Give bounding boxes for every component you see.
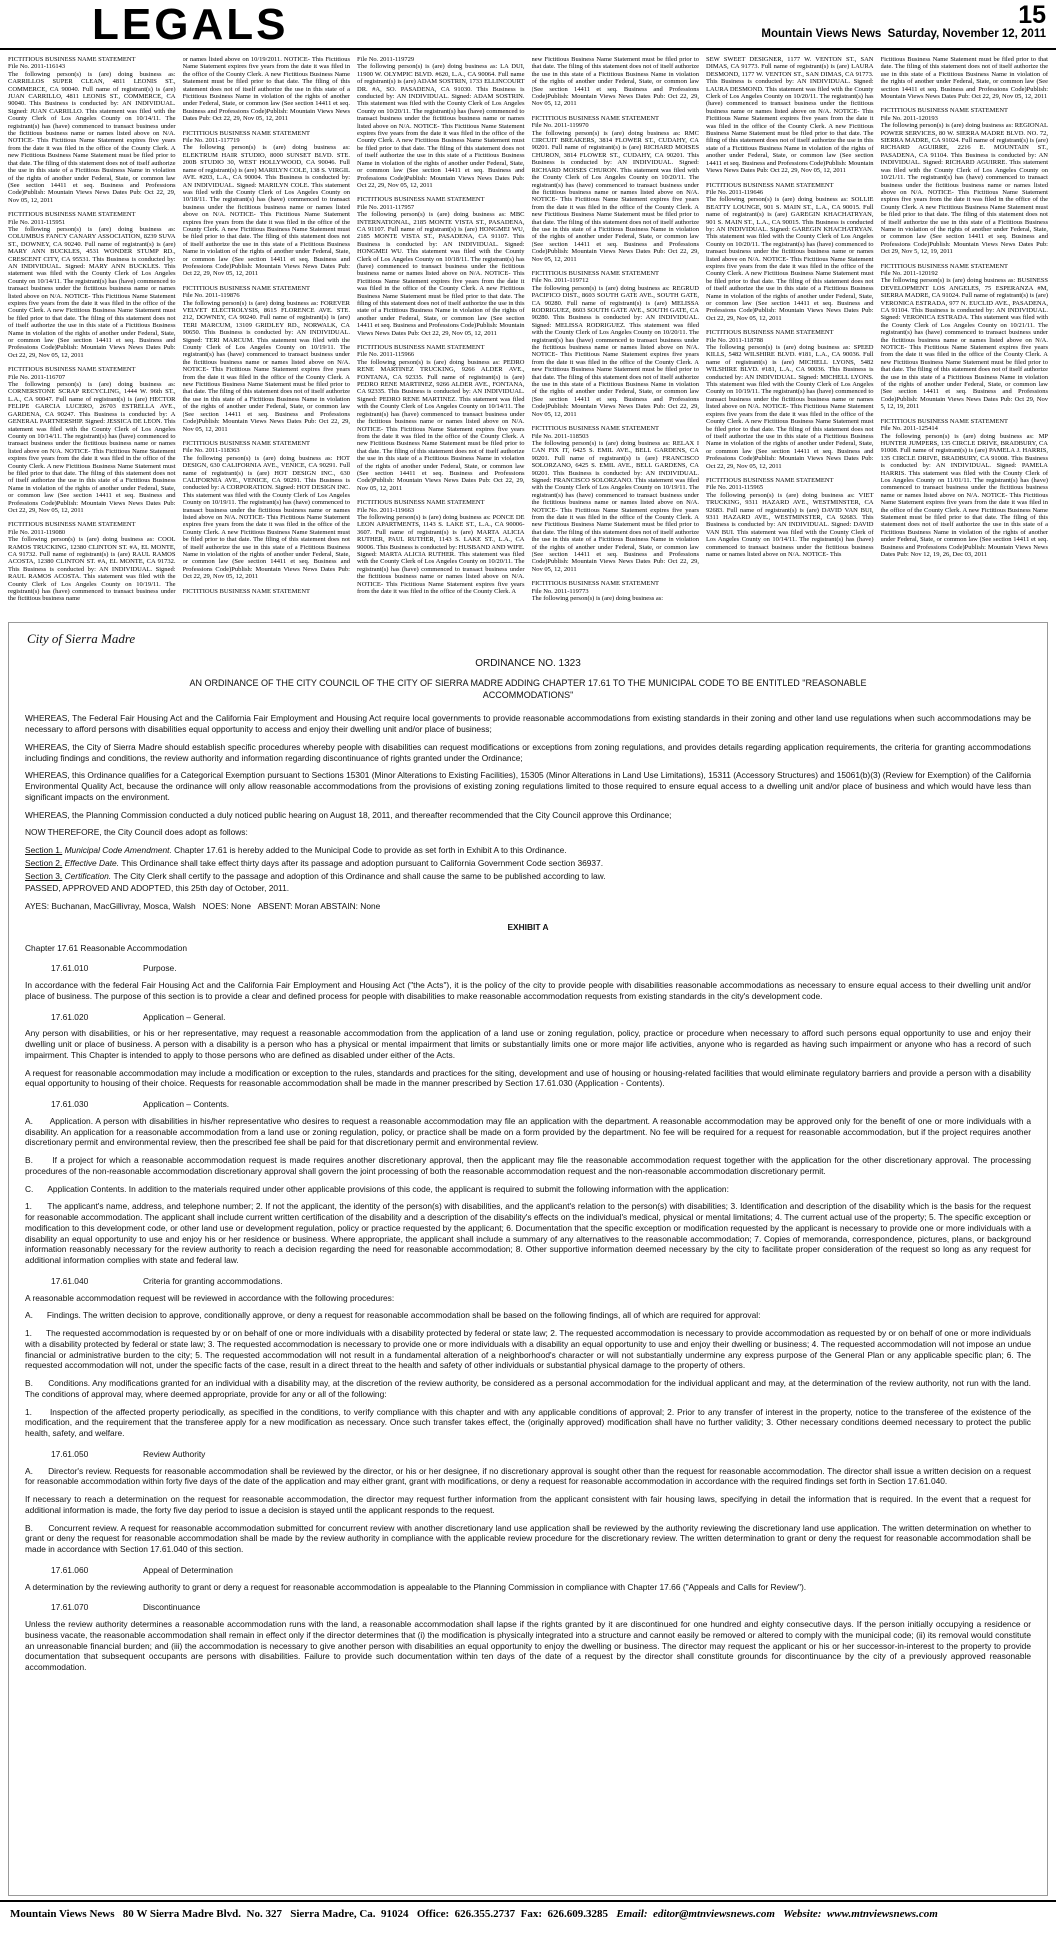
ordinance-subsection-heading: 17.61.010 Purpose. <box>51 963 177 974</box>
ordinance-paragraph: 1. The requested accommodation is requested by or on behalf of one or more individuals with a disability protected by federal or state law; 2. The requested accommodation is necessary to provide accommodation as requested by or on behalf of one or more individuals with a disability protected by federal or state law; 3. The requested accommodation is necessary to provide one or more individuals with a disability an equal opportunity to use and enjoy their dwelling or business; 4. The requested accommodation will not impose an undue financial or administrative burden to the city; 5. The requested accommodation will not result in a fundamental alteration of a neighborhood's character or will not substantially undermine any express purpose of the General Plan or any applicable specific plan; 6. The requested accommodation will not, under the specific facts of the case, result in a direct threat to the health and safety of other individuals or substantial physical damage to the property of others. <box>25 1328 1031 1371</box>
ordinance-subsection-heading: 17.61.050 Review Authority <box>51 1448 206 1459</box>
notice-heading: FICTITIOUS BUSINESS NAME STATEMENT <box>8 211 136 219</box>
notice-heading: FICTITIOUS BUSINESS NAME STATEMENT <box>357 499 485 507</box>
ordinance-paragraph: WHEREAS, the Planning Commission conducted a duly noticed public hearing on August 18, 2011, and thereafter recommended that the City Council approve this Ordinance; <box>25 809 672 820</box>
notice-file-number: File No. 2011-119876 <box>182 292 240 300</box>
notice-body: The following person(s) is (are) doing business as: SPEED KILLS, 5482 WILSHIRE BLVD. #181, L.A., CA 90036. Full name of registrant(s) is (are) MICHELL LYONS, 5482 WILSHIRE BLVD. #181, L.A., CA 90036. This Business is conducted by: AN INDIVIDUAL. Signed: MICHELL LYONS. This statement was filed with the County Clerk of Los Angeles County on 10/19/11. The registrant(s) has (have) commenced to transact business under the fictitious business name or names listed above on N/A. NOTICE- This Fictitious Name Statement expires five years from the date it was filed in the office of the County Clerk. A new Fictitious Business Name Statement must be filed prior to that date. The filing of this statement does not of itself authorize the use in this state of a Fictitious Business Name in violation of the rights of another under Federal, State, or common law (See section 14411 et seq. Business and Professions Code)Publish: Mountain Views News Dates Pub: Oct 22, 29, Nov 05, 12, 2011 <box>706 344 874 470</box>
ordinance-subsection-heading: 17.61.020 Application – General. <box>51 1011 226 1022</box>
notice-file-number: File No. 2011-118788 <box>706 336 764 344</box>
notice-body: The following person(s) is (are) doing business as: MP HUNTER JUMPERS, 135 CIRCLE DRIVE, BRADBURY, CA 91008. Full name of registrant(s) is (are) PAMELA J. HARRIS, 135 CIRCLE DRIVE, BRADBURY, CA 91008. This Business is conducted by: AN INDIVIDUAL. Signed: PAMELA HARRIS. This statement was filed with the County Clerk of Los Angeles County on 11/01/11. The registrant(s) has (have) commenced to transact business under the fictitious business name or names listed above on N/A. NOTICE- This Fictitious Name Statement expires five years from the date it was filed in the office of the County Clerk. A new Fictitious Business Name Statement must be filed prior to that date. The filing of this statement does not of itself authorize the use in this state of a Fictitious Business Name in violation of the rights of another under Federal, State, or common law (See section 14411 et seq. Business and Professions Code)Publish: Mountain Views News Dates Pub: Nov 12, 19, 26, Dec 03, 2011 <box>880 432 1048 558</box>
ordinance-body <box>25 713 1031 1673</box>
notice-heading: FICTITIOUS BUSINESS NAME STATEMENT <box>706 476 834 484</box>
ordinance-box <box>8 622 1048 1896</box>
ordinance-exhibit-heading: EXHIBIT A <box>507 921 549 932</box>
notice-file-number: File No. 2011-116143 <box>8 63 66 71</box>
notice-body: The following person(s) is (are) doing business as: HOT DESIGN, 630 CALIFORNIA AVE., VENICE, CA 90291. Full name of registrant(s) is (are) HOT DESIGN INC., 630 CALIFORNIA AVE., VENICE, CA 90291. This Business is conducted by: A CORPORATION. Signed: HOT DESIGN INC. This statement was filed with the County Clerk of Los Angeles County on 10/19/11. The registrant(s) has (have) commenced to transact business under the fictitious business name or names listed above on N/A. NOTICE- This Fictitious Name Statement expires five years from the date it was filed in the office of the County Clerk. A new Fictitious Business Name Statement must be filed prior to that date. The filing of this statement does not of itself authorize the use in this state of a Fictitious Business Name in violation of the rights of another under Federal, State, or common law (See section 14411 et seq. Business and Professions Code)Publish: Mountain Views News Dates Pub: Oct 22, 29, Nov 05, 12, 2011 <box>182 454 350 581</box>
ordinance-paragraph: 1. The applicant's name, address, and telephone number; 2. If not the applicant, the identity of the person(s) with disabilities, and the applicant's relation to the person(s) with disabilities; 3. Identification and description of the disability which is the basis for the request for reasonable accommodation. The applicant shall include current written certification of the disability and a description of the disability's effects on the individual's medical, physical or mental limitations; 4. The current actual use of the property; 5. The specific exception or modification to this development code, or other land use or development regulation, policy or practice requested by the applicant; 6. Documentation that the specific exception or modification requested by the applicant is necessary to provide one or more individuals with a disability an equal opportunity to use and enjoy his or her residence or business. Where appropriate, the applicant shall include a summary of any alternatives to the reasonable accommodation; 7. Copies of memoranda, correspondence, pictures, plans, or background information reasonably necessary for the review authority to reach a decision regarding the need for reasonable accommodation; 8. Other supportive information deemed necessary by the city to facilitate proper consideration of the request so long as any request for additional information complies with state and federal law. <box>25 1201 1031 1266</box>
notice-body: The following person(s) is (are) doing business as: REGRUD PACIFICO DIST., 8603 SOUTH GATE AVE., SOUTH GATE, CA 90280. Full name of registrant(s) is (are) MELISSA RODRIGUEZ, 8603 SOUTH GATE AVE., SOUTH GATE, CA 90280. This Business is conducted by: AN INDIVIDUAL. Signed: MELISSA RODRIGUEZ. This statement was filed with the County Clerk of Los Angeles County on 10/20/11. The registrant(s) has (have) commenced to transact business under the fictitious business name or names listed above on N/A. NOTICE- This Fictitious Name Statement expires five years from the date it was filed in the office of the County Clerk. A new Fictitious Business Name Statement must be filed prior to that date. The filing of this statement does not of itself authorize the use in this state of a Fictitious Business Name in violation of the rights of another under Federal, State, or common law (See section 14411 et seq. Business and Professions Code)Publish: Mountain Views News Dates Pub: Oct 22, 29, Nov 05, 12, 2011 <box>531 284 699 418</box>
ordinance-paragraph: PASSED, APPROVED AND ADOPTED, this 25th day of October, 2011. <box>25 883 290 894</box>
notice-column <box>881 56 1049 614</box>
ordinance-paragraph: A. Director's review. Requests for reasonable accommodation shall be reviewed by the director, or his or her designee, if no discretionary approval is sought other than the request for reasonable accommodation. The director shall issue a written decision on a request for reasonable accommodation within forty five days of the date of the application and may either grant, grant with modifications, or deny a request for reasonable accommodation in accordance with the required findings set forth in Section 17.61.040. <box>25 1465 1031 1487</box>
notice-column <box>532 56 700 614</box>
ordinance-subsection-heading: 17.61.040 Criteria for granting accommodations. <box>51 1275 283 1286</box>
ordinance-paragraph: B. Concurrent review. A request for reasonable accommodation submitted for concurrent review with another discretionary land use application shall be reviewed by the authority reviewing the discretionary land use application. The written determination on whether to grant or deny the request for reasonable accommodation shall be made by the review authority in compliance with the applicable review procedure for the discretionary review. The written determination to grant or deny the request for reasonable accommodation shall be made in accordance with Section 17.61.040 of this section. <box>25 1522 1031 1555</box>
notice-body: The following person(s) is (are) doing business as: LA DUI, 11900 W. OLYMPIC BLVD. #620, L.A., CA 90064. Full name of registrant(s) is (are) ADAM SOSTRIN, 1733 ELLINCOURT DR. #A, SO. PASADENA, CA 91030. This Business is conducted by: AN INDIVIDUAL. Signed: ADAM SOSTRIN. This statement was filed with the County Clerk of Los Angeles County on 10/20/11. The registrant(s) has (have) commenced to transact business under the fictitious business name or names listed above on N/A. NOTICE- This Fictitious Name Statement expires five years from the date it was filed in the office of the County Clerk. A new Fictitious Business Name Statement must be filed prior to that date. The filing of this statement does not of itself authorize the use in this state of a Fictitious Business Name in violation of the rights of another under Federal, State, or common law (See section 14411 et seq. Business and Professions Code)Publish: Mountain Views News Dates Pub: Oct 22, 29, Nov 05, 12, 2011 <box>357 63 525 189</box>
ordinance-paragraph: Unless the review authority determines a reasonable accommodation runs with the land, a reasonable accommodation shall lapse if the rights granted by it are discontinued for one hundred and eighty consecutive days. If the person initially occupying a residence or business vacate, the reasonable accommodation shall remain in effect only if the director determines that (i) the modification is physically integrated into a structure and cannot easily be removed or altered to comply with the municipal code; (ii) its removal would constitute an unreasonable financial burden; and (iii) the accommodation is necessary to give another person with disabilities an equal opportunity to enjoy the dwelling or business. The director may request the applicant or his or her successor-in-interest to the property to provide documentation that subsequent occupants are persons with disabilities. Failure to provide such documentation within ten days of the date of a request by the director shall constitute grounds for discontinuance by the city of a previously approved reasonable accommodation. <box>25 1619 1031 1673</box>
notice-body: The following person(s) is (are) doing business as: PEDRO RENE MARTINEZ TRUCKING, 9266 ALDER AVE., FONTANA, CA 92335. Full name of registrant(s) is (are) PEDRO RENE MARTINEZ, 9266 ALDER AVE., FONTANA, CA 92335. This Business is conducted by: AN INDIVIDUAL. Signed: PEDRO RENE MARTINEZ. This statement was filed with the County Clerk of Los Angeles County on 10/14/11. The registrant(s) has (have) commenced to transact business under the fictitious business name or names listed above on N/A. NOTICE- This Fictitious Name Statement expires five years from the date it was filed in the office of the County Clerk. A new Fictitious Business Name Statement must be filed prior to that date. The filing of this statement does not of itself authorize the use in this state of a Fictitious Business Name in violation of the rights of another under Federal, State, or common law (See section 14411 et seq. Business and Professions Code)Publish: Mountain Views News Dates Pub: Oct 22, 29, Nov 05, 12, 2011 <box>357 358 525 492</box>
notice-continuation: Fictitious Business Name Statement must be filed prior to that date. The filing of this statement does not of itself authorize the use in this state of a Fictitious Business Name in violation of the rights of another under Federal, State, or common law (See section 14411 et seq. Business and Professions Code)Publish: Mountain Views News Dates Pub: Oct 22, 29, Nov 05, 12, 2011 <box>880 56 1048 101</box>
section-title: Municipal Code Amendment. <box>62 845 175 856</box>
ordinance-paragraph: A determination by the reviewing authority to grant or deny a request for reasonable accommodation is appealable to the Planning Commission in compliance with Chapter 17.66 ("Appeals and Calls for Review"). <box>25 1581 807 1592</box>
notice-body: The following person(s) is (are) doing business as: ELEKTRUM HAIR STUDIO, 8000 SUNSET BLVD. STE. 200B STUDIO 30, WEST HOLLYWOOD, CA 90046. Full name of registrant(s) is (are) MARILYN COLE, 138 S. VIRGIL AVE. #203, L.A., CA 90004. This Business is conducted by: AN INDIVIDUAL. Signed: MARILYN COLE. This statement was filed with the County Clerk of Los Angeles County on 10/18/11. The registrant(s) has (have) commenced to transact business under the fictitious business name or names listed above on N/A. NOTICE- This Fictitious Name Statement expires five years from the date it was filed in the office of the County Clerk. A new Fictitious Business Name Statement must be filed prior to that date. The filing of this statement does not of itself authorize the use in this state of a Fictitious Business Name in violation of the rights of another under Federal, State, or common law (See section 14411 et seq. Business and Professions Code)Publish: Mountain Views News Dates Pub: Oct 22, 29, Nov 05, 12, 2011 <box>182 144 350 278</box>
subsection-number: 17.61.030 <box>51 1099 89 1110</box>
notice-column <box>357 56 525 614</box>
ordinance-paragraph: A request for reasonable accommodation may include a modification or exception to the rules, standards and practices for the siting, development and use of housing or housing-related facilities that would eliminate regulatory barriers and provide a person with a disability equal opportunity to housing of their choice. Requests for reasonable accommodation shall be made in the manner prescribed by Section 17.61.030 (Application - Contents). <box>25 1067 1031 1089</box>
notice-column <box>706 56 874 614</box>
ordinance-paragraph: WHEREAS, the City of Sierra Madre should establish specific procedures whereby people with disabilities can request modifications or exceptions from zoning regulations, and provides details regarding application requirements, the criteria for granting accommodations including findings and conditions, the review authority and information regarding discontinuance of rights granted under the Ordinance; <box>25 741 1031 763</box>
notice-column <box>183 56 351 614</box>
notice-body: The following person(s) is (are) doing business as: PONCE DE LEON APARTMENTS, 1143 S. LAKE ST., L.A., CA 90006-3607. Full name of registrant(s) is (are) MARTA ALICIA RUTHER, PAUL RUTHER, 1143 S. LAKE ST., L.A., CA 90006. This Business is conducted by: HUSBAND AND WIFE. Signed: MARTA ALICIA RUTHER. This statement was filed with the County Clerk of Los Angeles County on 10/20/11. The registrant(s) has (have) commenced to transact business under the fictitious business name or names listed above on N/A. NOTICE- This Fictitious Name Statement expires five years from the date it was filed in the office of the County Clerk. A <box>357 513 525 596</box>
subsection-number: 17.61.060 <box>51 1564 89 1575</box>
notice-file-number: File No. 2011-119080 <box>8 528 66 536</box>
ordinance-subsection-heading: 17.61.060 Appeal of Determination <box>51 1564 233 1575</box>
page-footer <box>0 1900 1056 1920</box>
notice-file-number: File No. 2011-120192 <box>880 269 938 277</box>
ordinance-paragraph: A. Findings. The written decision to approve, conditionally approve, or deny a request for reasonable accommodation shall be based on the following findings, all of which are required for approval: <box>25 1310 761 1321</box>
notice-heading: FICTITIOUS BUSINESS NAME STATEMENT <box>357 196 485 204</box>
notice-heading: FICTITIOUS BUSINESS NAME STATEMENT <box>880 262 1008 270</box>
notice-body: The following person(s) is (are) doing business as: CORNERSTONE SCRAP RECYCLING, 1444 W. 96th ST., L.A., CA 90047. Full name of registrant(s) is (are) HECTOR FELIPE GARCIA LUCERO, 26703 ESTRELLA AVE., GARDENA, CA 90247. This Business is conducted by: A GENERAL PARTNERSHIP. Signed: JESSICA DE LEON. This statement was filed with the County Clerk of Los Angeles County on 10/14/11. The registrant(s) has (have) commenced to transact business under the fictitious business name or names listed above on N/A. NOTICE- This Fictitious Name Statement expires five years from the date it was filed in the office of the County Clerk. A new Fictitious Business Name Statement must be filed prior to that date. The filing of this statement does not of itself authorize the use in this state of a Fictitious Business Name in violation of the rights of another under Federal, State, or common law (See section 14411 et seq. Business and Professions Code)Publish: Mountain Views News Dates Pub: Oct 22, 29, Nov 05, 12, 2011 <box>8 381 176 514</box>
section-label: Section 2. <box>25 857 63 868</box>
notice-file-number: File No. 2011-115966 <box>357 351 415 359</box>
subsection-number: 17.61.050 <box>51 1448 89 1459</box>
notice-file-number: File No. 2011-115951 <box>8 218 66 226</box>
notice-heading: FICTITIOUS BUSINESS NAME STATEMENT <box>531 425 659 433</box>
section-label: Section 1. <box>25 845 63 856</box>
ordinance-title: ORDINANCE NO. 1323 <box>475 657 581 669</box>
notice-file-number: File No. 2011-117957 <box>357 203 415 211</box>
page-title: LEGALS <box>92 0 289 49</box>
notice-body: The following person(s) is (are) doing business as: CARRILLOS SUPER CLEAN, 4811 LEONIS ST., COMMERCE, CA 90040. Full name of registrant(s) is (are) JUAN CARRILLO, 4811 LEONIS ST., COMMERCE, CA 90040. This Business is conducted by: AN INDIVIDUAL. Signed: JUAN CARRILLO. This statement was filed with the County Clerk of Los Angeles County on 10/14/11. The registrant(s) has (have) commenced to transact business under the fictitious business name or names listed above on N/A. NOTICE- This Fictitious Name Statement expires five years from the date it was filed in the office of the County Clerk. A new Fictitious Business Name Statement must be filed prior to that date. The filing of this statement does not of itself authorize the use in this state of a Fictitious Business Name in violation of the rights of another under Federal, State, or common law (See section 14411 et seq. Business and Professions Code)Publish: Mountain Views News Dates Pub: Oct 22, 29, Nov 05, 12, 2011 <box>8 70 176 204</box>
notice-file-number: File No. 2011-117719 <box>182 137 240 145</box>
subsection-number: 17.61.070 <box>51 1602 89 1613</box>
subsection-number: 17.61.010 <box>51 963 89 974</box>
notice-heading: FICTITIOUS BUSINESS NAME STATEMENT <box>182 129 310 137</box>
notice-heading: FICTITIOUS BUSINESS NAME STATEMENT <box>8 56 136 63</box>
ordinance-section-line: Section 2. Effective Date. This Ordinance shall take effect thirty days after its passage and adoption pursuant to California Government Code section 36937. <box>25 857 604 868</box>
footer-line <box>10 1908 938 1920</box>
ordinance-paragraph: If necessary to reach a determination on the request for reasonable accommodation, the director may request further information from the applicant consistent with fair housing laws, specifying in detail the information that is required. In the event that a request for additional information is made, the forty five day period to issue a decision is stayed until the applicant responds to the request. <box>25 1494 1031 1515</box>
notice-heading: FICTITIOUS BUSINESS NAME STATEMENT <box>8 366 136 374</box>
ordinance-paragraph: 1. Inspection of the affected property periodically, as specified in the conditions, to verify compliance with this chapter and with any applicable conditions of approval; 2. Prior to any transfer of interest in the property, notice to the transferee of the existence of the modification, and the requirement that the transferee apply for a new modification as necessary. Once such transfer takes effect, the (originally approved) modification shall have no further validity; 3. Other necessary conditions deemed necessary to protect the public health, safety, and welfare. <box>25 1406 1031 1439</box>
ordinance-section-line: Section 1. Municipal Code Amendment. Chapter 17.61 is hereby added to the Municipal Code to provide as set forth in Exhibit A to this Ordinance. <box>25 845 567 856</box>
notice-file-number: File No. 2011-119663 <box>357 506 415 514</box>
notice-heading: FICTITIOUS BUSINESS NAME STATEMENT <box>706 329 834 337</box>
notice-continuation: or names listed above on 10/19/2011. NOTICE- This Fictitious Name Statement expires five years from the date it was filed in the office of the County Clerk. A new Fictitious Business Name Statement must be filed prior to that date. The filing of this statement does not of itself authorize the use in this state of a Fictitious Business Name in violation of the rights of another under Federal, State, or common law (See section 14411 et seq. Business and Professions Code)Publish: Mountain Views News Dates Pub: Oct 22, 29, Nov 05, 12, 2011 <box>182 56 350 123</box>
notice-heading: FICTITIOUS BUSINESS NAME STATEMENT <box>531 269 659 277</box>
ordinance-subsection-heading: 17.61.070 Discontinuance <box>51 1602 201 1613</box>
notice-body: The following person(s) is (are) doing business as: FOREVER VELVET ELECTROLYSIS, 8615 FLORENCE AVE. STE. 212, DOWNEY, CA 90240. Full name of registrant(s) is (are) TERI MARCUM, 13109 GRIDLEY RD., NORWALK, CA 90650. This Business is conducted by: AN INDIVIDUAL. Signed: TERI MARCUM. This statement was filed with the County Clerk of Los Angeles County on 10/19/11. The registrant(s) has (have) commenced to transact business under the fictitious business name or names listed above on N/A. NOTICE- This Fictitious Name Statement expires five years from the date it was filed in the office of the County Clerk. A new Fictitious Business Name Statement must be filed prior to that date. The filing of this statement does not of itself authorize the use in this state of a Fictitious Business Name in violation of the rights of another under Federal, State, or common law (See section 14411 et seq. Business and Professions Code)Publish: Mountain Views News Dates Pub: Oct 22, 29, Nov 05, 12, 2011 <box>182 299 350 433</box>
page-number: 15 <box>1018 1 1046 29</box>
notice-body: The following person(s) is (are) doing business as: COLUMBUS FANCY CANARY ASSOCIATION, 8239 SUVA ST., DOWNEY, CA 90240. Full name of registrant(s) is (are) MARY ANN BUCKLES, 4531 WONDER STUMP RD., CRESCENT CITY, CA 95531. This Business is conducted by: AN INDIVIDUAL. Signed: MARY ANN BUCKLES. This statement was filed with the County Clerk of Los Angeles County on 10/14/11. The registrant(s) has (have) commenced to transact business under the fictitious business name or names listed above on N/A. NOTICE- This Fictitious Name Statement expires five years from the date it was filed in the office of the County Clerk. A new Fictitious Business Name Statement must be filed prior to that date. The filing of this statement does not of itself authorize the use in this state of a Fictitious Business Name in violation of the rights of another under Federal, State, or common law (See section 14411 et seq. Business and Professions Code)Publish: Mountain Views News Dates Pub: Oct 22, 29, Nov 05, 12, 2011 <box>8 225 176 359</box>
notice-body: The following person(s) is (are) doing business as: <box>531 595 664 603</box>
ordinance-section-line: Section 3. Certification. The City Clerk shall certify to the passage and adoption of this Ordinance and shall cause the same to be published according to law. <box>25 870 606 881</box>
section-label: Section 3. <box>25 870 63 881</box>
notice-body: The following person(s) is (are) doing business as: VIET TRUCKING, 9311 HAZARD AVE., WESTMINSTER, CA 92683. Full name of registrant(s) is (are) DAVID VAN BUI, 9311 HAZARD AVE., WESTMINSTER, CA 92683. This Business is conducted by: AN INDIVIDUAL. Signed: DAVID VAN BUI. This statement was filed with the County Clerk of Los Angeles County on 10/14/11. The registrant(s) has (have) commenced to transact business under the fictitious business name or names listed above on N/A. NOTICE- This <box>706 491 874 558</box>
notice-file-number: File No. 2011-116707 <box>8 373 66 381</box>
ordinance-paragraph: A reasonable accommodation request will be reviewed in accordance with the following procedures: <box>25 1292 395 1303</box>
ordinance-byline: City of Sierra Madre <box>27 631 136 646</box>
ordinance-paragraph: C. Application Contents. In addition to the materials required under other applicable provisions of this code, the applicant is required to submit the following information with the application: <box>25 1183 729 1194</box>
section-title: Effective Date. <box>62 857 122 868</box>
ordinance-paragraph: A. Application. A person with disabilities in his/her representative who desires to request a reasonable accommodation may file an application with the department. A reasonable accommodation may be approved only for the benefit of one or more individuals with a disability. An application for a reasonable accommodation from a land use or zoning regulation, policy, or practice shall be made on a form provided by the department. No fee will be required for a request for reasonable accommodation, but if the project requires another discretionary permit and environmental review, then the prescribed fee shall be paid for that discretionary permit and environmental review. <box>25 1115 1031 1148</box>
masthead: Mountain Views News Saturday, November 12, 2011 <box>761 28 1046 40</box>
ordinance-paragraph: In accordance with the federal Fair Housing Act and the California Fair Employment and Housing Act ("the Acts"), it is the policy of the city to provide people with disabilities reasonable accommodations as necessary to ensure equal access to their dwelling unit and/or place of business. The purpose of this section is to provide a clear and defined process for people with disabilities to make reasonable accommodation requests from existing standards in the city's development code. <box>25 980 1031 1001</box>
notice-heading: FICTITIOUS BUSINESS NAME STATEMENT <box>531 114 659 122</box>
notice-body: The following person(s) is (are) doing business as: REGIONAL POWER SERVICES, 80 W. SIERRA MADRE BLVD. NO. 72, SIERRA MADRE, CA 91024. Full name of registrant(s) is (are) RICHARD AGUIRRE, 2216 E. MOUNTAIN ST., PASADENA, CA 91104. This Business is conducted by: AN INDIVIDUAL. Signed: RICHARD AGUIRRE. This statement was filed with the County Clerk of Los Angeles County on 10/21/11. The registrant(s) has (have) commenced to transact business under the fictitious business name or names listed above on N/A. NOTICE- This Fictitious Name Statement expires five years from the date it was filed in the office of the County Clerk. A new Fictitious Business Name Statement must be filed prior to that date. The filing of this statement does not of itself authorize the use in this state of a Fictitious Business Name in violation of the rights of another under Federal, State, or common law (See section 14411 et seq. Business and Professions Code)Publish: Mountain Views News Dates Pub: Oct 29, Nov 5, 12, 19, 2011 <box>880 122 1048 256</box>
ordinance-subtitle: AN ORDINANCE OF THE CITY COUNCIL OF THE CITY OF SIERRA MADRE ADDING CHAPTER 17.61 TO THE MUNICIPAL CODE TO BE ENTITLED "REASONABLE ACCOMMODATIONS" <box>189 678 867 700</box>
notice-heading: FICTITIOUS BUSINESS NAME STATEMENT <box>880 107 1008 115</box>
notice-heading: FICTITIOUS BUSINESS NAME STATEMENT <box>182 587 310 595</box>
notice-heading: FICTITIOUS BUSINESS NAME STATEMENT <box>182 439 310 447</box>
ordinance-paragraph: B. If a project for which a reasonable accommodation request is made requires another discretionary approval, then the applicant may file the reasonable accommodation request together with the application for the other discretionary approval. The processing procedures of the non-reasonable accommodation discretionary approval shall govern the joint processing of both the reasonable accommodation request and the non-reasonable accommodation discretionary permit. <box>25 1155 1031 1176</box>
notice-body: The following person(s) is (are) doing business as: COOL RAMOS TRUCKING, 12380 CLINTON ST. #A, EL MONTE, CA 91732. Full name of registrant(s) is (are) RAUL RAMOS ACOSTA, 12380 CLINTON ST. #A, EL MONTE, CA 91732. This Business is conducted by: AN INDIVIDUAL. Signed: RAUL RAMOS ACOSTA. This statement was filed with the County Clerk of Los Angeles County on 10/19/11. The registrant(s) has (have) commenced to transact business under the fictitious business name <box>8 536 176 603</box>
ordinance-paragraph: Any person with disabilities, or his or her representative, may request a reasonable accommodation from the application of a land use or zoning regulation, policy, practice or procedure when necessary to afford such persons equal opportunity to use and enjoy their dwelling unit or place of business. A person with a disability is a person who has a physical or mental impairment that limits or substantially limits one or more major life activities, anyone who is regarded as having such impairment or anyone who has a record of such impairment. This Chapter is intended to apply to those persons who are defined as disabled under either of the Acts. <box>25 1028 1031 1060</box>
notice-heading: FICTITIOUS BUSINESS NAME STATEMENT <box>8 521 136 529</box>
notice-file-number: File No. 2011-119712 <box>531 277 589 285</box>
notice-body: The following person(s) is (are) doing business as: RELAX I CAN FIX IT, 6425 S. EMIL AVE., BELL GARDENS, CA 90201. Full name of registrant(s) is (are) FRANCISCO SOLORZANO, 6425 S. EMIL AVE., BELL GARDENS, CA 90201. This Business is conducted by: AN INDIVIDUAL. Signed: FRANCISCO SOLORZANO. This statement was filed with the County Clerk of Los Angeles County on 10/19/11. The registrant(s) has (have) commenced to transact business under the fictitious business name or names listed above on N/A. NOTICE- This Fictitious Name Statement expires five years from the date it was filed in the office of the County Clerk. A new Fictitious Business Name Statement must be filed prior to that date. The filing of this statement does not of itself authorize the use in this state of a Fictitious Business Name in violation of the rights of another under Federal, State, or common law (See section 14411 et seq. Business and Professions Code)Publish: Mountain Views News Dates Pub: Oct 22, 29, Nov 05, 12, 2011 <box>531 439 699 573</box>
ordinance-paragraph: AYES: Buchanan, MacGillivray, Mosca, Walsh NOES: None ABSENT: Moran ABSTAIN: None <box>25 901 381 912</box>
notice-body: The following person(s) is (are) doing business as: MBC INTERNATIONAL, 2185 MONTE VISTA ST., PASADENA, CA 91107. Full name of registrant(s) is (are) HONGMEI WU, 2185 MONTE VISTA ST., PASADENA, CA 91107. This Business is conducted by: AN INDIVIDUAL. Signed: HONGMEI WU. This statement was filed with the County Clerk of Los Angeles County on 10/18/11. The registrant(s) has (have) commenced to transact business under the fictitious business name or names listed above on N/A. NOTICE- This Fictitious Name Statement expires five years from the date it was filed in the office of the County Clerk. A new Fictitious Business Name Statement must be filed prior to that date. The filing of this statement does not of itself authorize the use in this state of a Fictitious Business Name in violation of the rights of another under Federal, State, or common law (See section 14411 et seq. Business and Professions Code)Publish: Mountain Views News Dates Pub: Oct 22, 29, Nov 05, 12, 2011 <box>357 211 525 337</box>
ordinance-paragraph: WHEREAS, this Ordinance qualifies for a Categorical Exemption pursuant to Sections 15301 (Minor Alterations to Existing Facilities), 15305 (Minor Alterations in Land Use Limitations), 15311 (Accessory Structures) and 15061(b)(3) (Review for Exemption) of the California Environmental Quality Act, because the ordinance will only allow reasonable accommodations from the provisions of existing zoning regulations limited to those required to ensure equal access to a dwelling unit and/or place of business and which would have less than significant impacts on the environment. <box>25 770 1031 802</box>
subsection-number: 17.61.040 <box>51 1275 89 1286</box>
subsection-number: 17.61.020 <box>51 1011 89 1022</box>
ordinance-paragraph: WHEREAS, The Federal Fair Housing Act and the California Fair Employment and Housing Act require local governments to provide reasonable accommodations from existing standards in their zoning and other land use regulations when such accommodations may be necessary to afford persons with disabilities equal opportunity to access and enjoy their dwelling unit and/or place of business; <box>25 713 1031 735</box>
notice-file-number: File No. 2011-119773 <box>531 587 589 595</box>
legal-notices <box>0 50 1056 616</box>
notice-body: The following person(s) is (are) doing business as: SOLLIE BEATTY LOUNGE, 901 S. MAIN ST., L.A., CA 90015. Full name of registrant(s) is (are) GAREGIN KHACHATRYAN, 901 S. MAIN ST., L.A., CA 90015. This Business is conducted by: AN INDIVIDUAL. Signed: GAREGIN KHACHATRYAN. This statement was filed with the County Clerk of Los Angeles County on 10/20/11. The registrant(s) has (have) commenced to transact business under the fictitious business name or names listed above on N/A. NOTICE- This Fictitious Name Statement expires five years from the date it was filed in the office of the County Clerk. A new Fictitious Business Name Statement must be filed prior to that date. The filing of this statement does not of itself authorize the use in this state of a Fictitious Business Name in violation of the rights of another under Federal, State, or common law (See section 14411 et seq. Business and Professions Code)Publish: Mountain Views News Dates Pub: Oct 22, 29, Nov 05, 12, 2011 <box>706 196 874 322</box>
footer-segment: 80 W Sierra Madre Blvd. No. 327 <box>122 1908 282 1920</box>
footer-segment: Mountain Views News <box>10 1908 115 1920</box>
ordinance-paragraph: Chapter 17.61 Reasonable Accommodation <box>25 942 188 953</box>
notice-continuation: new Fictitious Business Name Statement must be filed prior to that date. The filing of this statement does not of itself authorize the use in this state of a Fictitious Business Name in violation of the rights of another under Federal, State, or common law (See section 14411 et seq. Business and Professions Code)Publish: Mountain Views News Dates Pub: Oct 22, 29, Nov 05, 12, 2011 <box>531 56 699 108</box>
footer-segment: Office: 626.355.2737 Fax: 626.609.3285 <box>416 1908 609 1920</box>
notice-heading: FICTITIOUS BUSINESS NAME STATEMENT <box>357 344 485 352</box>
notice-file-number: File No. 2011-125414 <box>880 425 938 433</box>
footer-segment: Sierra Madre, Ca. 91024 <box>290 1908 409 1920</box>
notice-file-number: File No. 2011-119729 <box>357 56 415 63</box>
ordinance-paragraph: NOW THEREFORE, the City Council does adopt as follows: <box>25 827 248 838</box>
notice-body: The following person(s) is (are) doing business as: RMC CIRCUIT BREAKERS, 3814 FLOWER ST., CUDAHY, CA 90201. Full name of registrant(s) is (are) RICHARD MOISES CHURON, 3814 FLOWER ST., CUDAHY, CA 90201. This Business is conducted by: AN INDIVIDUAL. Signed: RICHARD MOISES CHURON. This statement was filed with the County Clerk of Los Angeles County on 10/20/11. The registrant(s) has (have) commenced to transact business under the fictitious business name or names listed above on N/A. NOTICE- This Fictitious Name Statement expires five years from the date it was filed in the office of the County Clerk. A new Fictitious Business Name Statement must be filed prior to that date. The filing of this statement does not of itself authorize the use in this state of a Fictitious Business Name in violation of the rights of another under Federal, State, or common law (See section 14411 et seq. Business and Professions Code)Publish: Mountain Views News Dates Pub: Oct 22, 29, Nov 05, 12, 2011 <box>531 129 699 263</box>
notice-file-number: File No. 2011-119646 <box>706 188 764 196</box>
footer-segment: Website: www.mtnviewsnews.com <box>783 1908 938 1920</box>
notice-heading: FICTITIOUS BUSINESS NAME STATEMENT <box>531 580 659 588</box>
notice-column <box>8 56 176 614</box>
notice-file-number: File No. 2011-118363 <box>182 447 240 455</box>
notice-file-number: File No. 2011-118503 <box>531 432 589 440</box>
ordinance-subsection-heading: 17.61.030 Application – Contents. <box>51 1099 230 1110</box>
footer-segment: Email: editor@mtnviewsnews.com <box>616 1908 775 1920</box>
header-right <box>761 2 1046 41</box>
notice-body: The following person(s) is (are) doing business as: BUSINESS DEVELOPMENT LOS ANGELES, 75 ESPERANZA #M, SIERRA MADRE, CA 91024. Full name of registrant(s) is (are) VERONICA ESTRADA, 977 N. EUCLID AVE., PASADENA, CA 91104. This Business is conducted by: AN INDIVIDUAL. Signed: VERONICA ESTRADA. This statement was filed with the County Clerk of Los Angeles County on 10/21/11. The registrant(s) has (have) commenced to transact business under the fictitious business name or names listed above on N/A. NOTICE- This Fictitious Name Statement expires five years from the date it was filed in the office of the County Clerk. A new Fictitious Business Name Statement must be filed prior to that date. The filing of this statement does not of itself authorize the use in this state of a Fictitious Business Name in violation of the rights of another under Federal, State, or common law (See section 14411 et seq. Business and Professions Code)Publish: Mountain Views News Dates Pub: Oct 29, Nov 5, 12, 19, 2011 <box>880 277 1048 411</box>
notice-heading: FICTITIOUS BUSINESS NAME STATEMENT <box>706 181 834 189</box>
notice-file-number: File No. 2011-115965 <box>706 484 764 492</box>
notice-heading: FICTITIOUS BUSINESS NAME STATEMENT <box>880 417 1008 425</box>
notice-heading: FICTITIOUS BUSINESS NAME STATEMENT <box>182 284 310 292</box>
notice-file-number: File No. 2011-119970 <box>531 122 589 130</box>
notice-file-number: File No. 2011-120193 <box>880 114 938 122</box>
ordinance-paragraph: B. Conditions. Any modifications granted for an individual with a disability may, at the discretion of the review authority, be considered as a personal accommodation for the individual applicant and may, at the determination of the review authority, not run with the land. The conditions of approval may, where deemed appropriate, provide for any or all of the following: <box>25 1378 1031 1399</box>
page-header <box>0 0 1056 50</box>
notice-continuation: SEW SWEET DESIGNER, 1177 W. VENTON ST., SAN DIMAS, CA 91773. Full name of registrant(s) is (are) LAURA DESMOND, 1177 W. VENTON ST., SAN DIMAS, CA 91773. This Business is conducted by: AN INDIVIDUAL. Signed: LAURA DESMOND. This statement was filed with the County Clerk of Los Angeles County on 10/20/11. The registrant(s) has (have) commenced to transact business under the fictitious business name or names listed above on N/A. NOTICE- This Fictitious Name Statement expires five years from the date it was filed in the office of the County Clerk. A new Fictitious Business Name Statement must be filed prior to that date. The filing of this statement does not of itself authorize the use in this state of a Fictitious Business Name in violation of the rights of another under Federal, State, or common law (See section 14411 et seq. Business and Professions Code)Publish: Mountain Views News Dates Pub: Oct 22, 29, Nov 05, 12, 2011 <box>706 56 874 175</box>
section-title: Certification. <box>62 870 114 881</box>
